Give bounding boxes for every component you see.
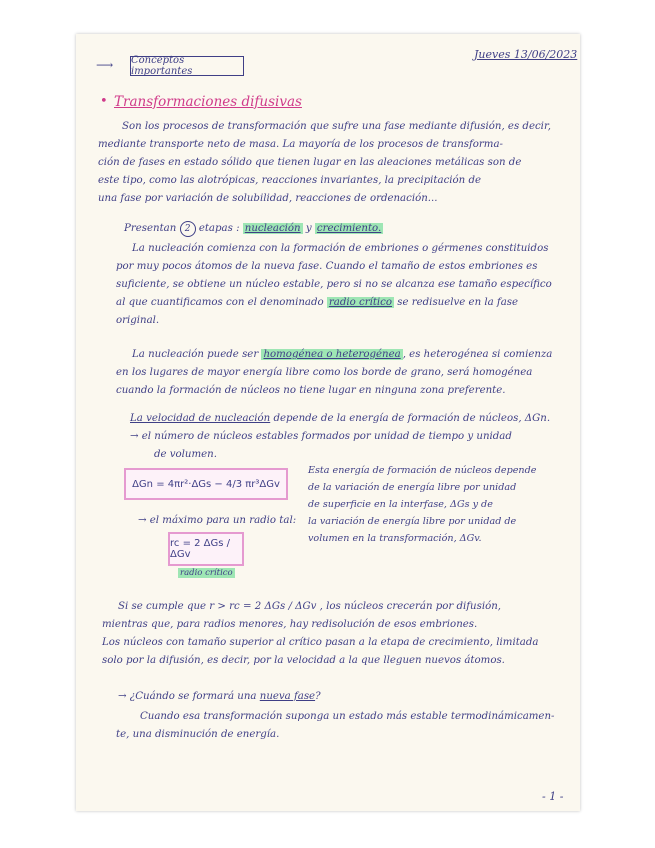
circled-number: 2: [180, 221, 196, 237]
answer-line: Cuando esa transformación suponga un estado más estable termodinámicamen-: [140, 711, 555, 722]
max-radius-line: → el máximo para un radio tal:: [138, 515, 297, 526]
velocity-arrow-line: → el número de núcleos estables formados por unidad de tiempo y unidad: [130, 431, 512, 442]
stage-nucleation: nucleación: [244, 223, 301, 234]
critical-radius-formula: rc = 2 ΔGs / ΔGv: [168, 532, 244, 566]
condition-paragraph: [102, 598, 574, 670]
section-title: Transformaciones difusivas: [114, 94, 302, 110]
explanation-line: de la variación de energía libre por unidad: [308, 482, 517, 493]
critical-radius-label: radio crítico: [180, 568, 233, 578]
explanation-line: de superficie en la interfase, ΔGs y de: [308, 499, 493, 510]
hetero-line: La nucleación puede ser homogénea o heterogénea , es heterogénea si comienza: [132, 349, 553, 360]
nucleation-line: por muy pocos átomos de la nueva fase. Cuando el tamaño de estos embriones es: [116, 261, 538, 272]
explanation-line: Esta energía de formación de núcleos depende: [308, 465, 537, 476]
stage-growth: crecimiento.: [316, 223, 382, 234]
velocity-arrow-line: de volumen.: [154, 449, 217, 460]
intro-paragraph: [98, 118, 568, 208]
nucleation-paragraph: [116, 240, 570, 330]
hetero-line: cuando la formación de núcleos no tiene lugar en ninguna zona preferente.: [116, 385, 506, 396]
concepts-box: Conceptos importantes: [130, 56, 244, 76]
notebook-page: [76, 34, 580, 811]
formula-explanation: [308, 462, 570, 547]
nucleation-energy-formula: ΔGn = 4πr²·ΔGs − 4/3 πr³ΔGv: [124, 468, 288, 500]
intro-line: ción de fases en estado sólido que tienen lugar en las aleaciones metálicas son de: [98, 157, 522, 168]
nucleation-line: La nucleación comienza con la formación de embriones o gérmenes constituidos: [132, 243, 549, 254]
answer-line: te, una disminución de energía.: [116, 729, 280, 740]
new-phase-underlined: nueva fase: [259, 691, 316, 702]
page-number: - 1 -: [542, 790, 564, 803]
answer-paragraph: [116, 708, 572, 744]
stages-line: [124, 220, 544, 238]
intro-line: una fase por variación de solubilidad, reacciones de ordenación...: [98, 193, 438, 204]
hetero-paragraph: [116, 346, 570, 400]
date-label: Jueves 13/06/2023: [474, 48, 578, 61]
nucleation-line: original.: [116, 315, 160, 326]
critical-radius-highlight: radio crítico: [328, 297, 393, 308]
stages-middle: etapas :: [198, 223, 240, 234]
intro-line: este tipo, como las alotrópicas, reacciones invariantes, la precipitación de: [98, 175, 482, 186]
stages-joiner: y: [305, 223, 312, 234]
question-line: → ¿Cuándo se formará una nueva fase?: [118, 691, 321, 702]
condition-line: Los núcleos con tamaño superior al crítico pasan a la etapa de crecimiento, limitada: [102, 637, 539, 648]
nucleation-line: al que cuantificamos con el denominado radio crítico se redisuelve en la fase: [116, 297, 519, 308]
intro-line: mediante transporte neto de masa. La mayoría de los procesos de transforma-: [98, 139, 503, 150]
bullet-icon: •: [100, 94, 108, 109]
condition-line: solo por la difusión, es decir, por la velocidad a la que lleguen nuevos átomos.: [102, 655, 505, 666]
intro-line: Son los procesos de transformación que sufre una fase mediante difusión, es decir,: [122, 121, 551, 132]
velocity-heading: La velocidad de nucleación depende de la energía de formación de núcleos, ΔGn.: [130, 413, 551, 424]
explanation-line: la variación de energía libre por unidad de: [308, 516, 517, 527]
stages-prefix: Presentan: [124, 223, 177, 234]
condition-line: Si se cumple que r > rc = 2 ΔGs / ΔGv , los núcleos crecerán por difusión,: [118, 601, 502, 612]
hetero-line: en los lugares de mayor energía libre como los borde de grano, será homogénea: [116, 367, 533, 378]
arrow-icon: ⟶: [96, 58, 114, 72]
velocity-section: [130, 410, 570, 464]
explanation-line: volumen en la transformación, ΔGv.: [308, 533, 482, 544]
nucleation-line: suficiente, se obtiene un núcleo estable, pero si no se alcanza ese tamaño específico: [116, 279, 552, 290]
homo-hetero-highlight: homogénea o heterogénea: [263, 349, 401, 360]
condition-line: mientras que, para radios menores, hay redisolución de esos embriones.: [102, 619, 478, 630]
